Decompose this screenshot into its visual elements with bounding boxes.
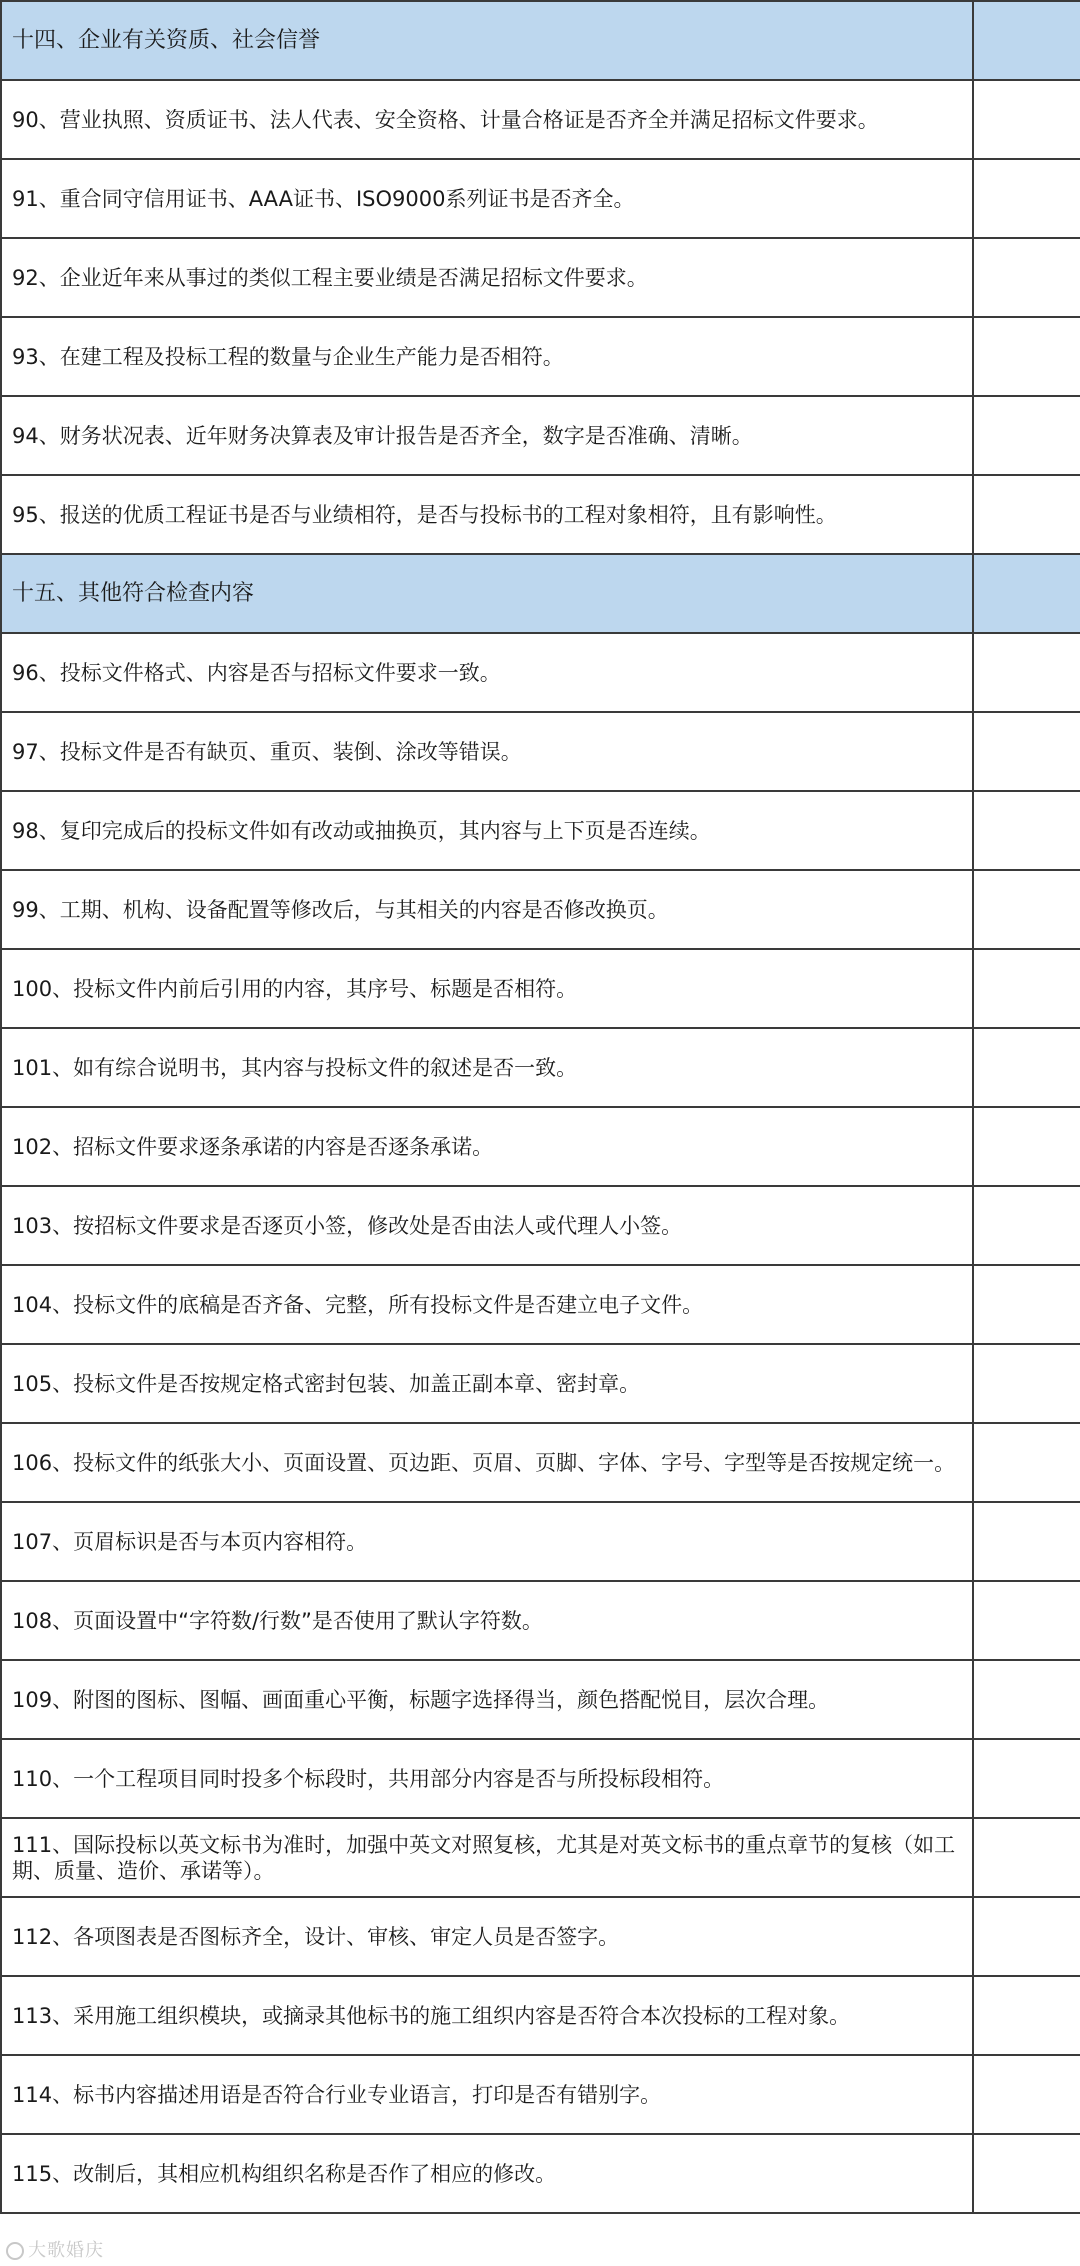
checklist-row (1, 475, 1080, 554)
checklist-check-cell (973, 949, 1080, 1028)
checklist-item-text: 93、在建工程及投标工程的数量与企业生产能力是否相符。 (1, 317, 973, 396)
checklist-item-text: 114、标书内容描述用语是否符合行业专业语言，打印是否有错别字。 (1, 2055, 973, 2134)
checklist-item-text: 100、投标文件内前后引用的内容，其序号、标题是否相符。 (1, 949, 973, 1028)
checklist-item-text: 109、附图的图标、图幅、画面重心平衡，标题字选择得当，颜色搭配悦目，层次合理。 (1, 1660, 973, 1739)
checklist-check-cell (973, 1739, 1080, 1818)
checklist-item-text: 99、工期、机构、设备配置等修改后，与其相关的内容是否修改换页。 (1, 870, 973, 949)
section-check-cell (973, 1, 1080, 80)
checklist-item-text: 108、页面设置中“字符数/行数”是否使用了默认字符数。 (1, 1581, 973, 1660)
checklist-check-cell (973, 396, 1080, 475)
checklist-item-text: 94、财务状况表、近年财务决算表及审计报告是否齐全，数字是否准确、清晰。 (1, 396, 973, 475)
checklist-check-cell (973, 1265, 1080, 1344)
checklist-item-text: 112、各项图表是否图标齐全，设计、审核、审定人员是否签字。 (1, 1897, 973, 1976)
checklist-item-text: 95、报送的优质工程证书是否与业绩相符，是否与投标书的工程对象相符，且有影响性。 (1, 475, 973, 554)
checklist-check-cell (973, 1581, 1080, 1660)
checklist-row (1, 1107, 1080, 1186)
checklist-check-cell (973, 1344, 1080, 1423)
checklist-row (1, 80, 1080, 159)
checklist-row (1, 712, 1080, 791)
checklist-row (1, 949, 1080, 1028)
checklist-row (1, 870, 1080, 949)
checklist-item-text: 103、按招标文件要求是否逐页小签，修改处是否由法人或代理人小签。 (1, 1186, 973, 1265)
checklist-check-cell (973, 1897, 1080, 1976)
checklist-item-text: 110、一个工程项目同时投多个标段时，共用部分内容是否与所投标段相符。 (1, 1739, 973, 1818)
checklist-check-cell (973, 1976, 1080, 2055)
checklist-check-cell (973, 159, 1080, 238)
section-title: 十四、企业有关资质、社会信誉 (1, 1, 973, 80)
watermark-text: 大歌婚庆 (28, 2240, 104, 2261)
checklist-row (1, 1186, 1080, 1265)
checklist-item-text: 104、投标文件的底稿是否齐备、完整，所有投标文件是否建立电子文件。 (1, 1265, 973, 1344)
checklist-check-cell (973, 1502, 1080, 1581)
checklist-row (1, 633, 1080, 712)
checklist-row (1, 2055, 1080, 2134)
checklist-row (1, 1581, 1080, 1660)
section-check-cell (973, 554, 1080, 633)
checklist-item-text: 98、复印完成后的投标文件如有改动或抽换页，其内容与上下页是否连续。 (1, 791, 973, 870)
checklist-check-cell (973, 2055, 1080, 2134)
checklist-row (1, 1818, 1080, 1897)
checklist-item-text: 105、投标文件是否按规定格式密封包装、加盖正副本章、密封章。 (1, 1344, 973, 1423)
checklist-check-cell (973, 1423, 1080, 1502)
checklist-row (1, 791, 1080, 870)
checklist-item-text: 106、投标文件的纸张大小、页面设置、页边距、页眉、页脚、字体、字号、字型等是否按规定统一。 (1, 1423, 973, 1502)
checklist-check-cell (973, 475, 1080, 554)
checklist-check-cell (973, 2134, 1080, 2213)
checklist-item-text: 96、投标文件格式、内容是否与招标文件要求一致。 (1, 633, 973, 712)
checklist-item-text: 111、国际投标以英文标书为准时，加强中英文对照复核，尤其是对英文标书的重点章节的复核（如工期、质量、造价、承诺等）。 (1, 1818, 973, 1897)
checklist-row (1, 159, 1080, 238)
checklist-row (1, 1028, 1080, 1107)
checklist-row (1, 1423, 1080, 1502)
checklist-row (1, 317, 1080, 396)
checklist-check-cell (973, 238, 1080, 317)
checklist-check-cell (973, 1186, 1080, 1265)
checklist-row (1, 396, 1080, 475)
checklist-item-text: 115、改制后，其相应机构组织名称是否作了相应的修改。 (1, 2134, 973, 2213)
checklist-row (1, 1897, 1080, 1976)
checklist-item-text: 101、如有综合说明书，其内容与投标文件的叙述是否一致。 (1, 1028, 973, 1107)
checklist-row (1, 1344, 1080, 1423)
checklist-row (1, 1265, 1080, 1344)
section-header-row (1, 1, 1080, 80)
watermark-logo-icon (6, 2242, 24, 2260)
checklist-item-text: 102、招标文件要求逐条承诺的内容是否逐条承诺。 (1, 1107, 973, 1186)
checklist-row (1, 238, 1080, 317)
checklist-item-text: 97、投标文件是否有缺页、重页、装倒、涂改等错误。 (1, 712, 973, 791)
checklist-check-cell (973, 870, 1080, 949)
checklist-check-cell (973, 1028, 1080, 1107)
checklist-check-cell (973, 791, 1080, 870)
checklist-body (1, 1, 1080, 2213)
checklist-item-text: 92、企业近年来从事过的类似工程主要业绩是否满足招标文件要求。 (1, 238, 973, 317)
checklist-check-cell (973, 1107, 1080, 1186)
checklist-check-cell (973, 80, 1080, 159)
checklist-row (1, 1502, 1080, 1581)
checklist-row (1, 1660, 1080, 1739)
checklist-check-cell (973, 712, 1080, 791)
checklist-item-text: 113、采用施工组织模块，或摘录其他标书的施工组织内容是否符合本次投标的工程对象。 (1, 1976, 973, 2055)
checklist-row (1, 1976, 1080, 2055)
checklist-item-text: 90、营业执照、资质证书、法人代表、安全资格、计量合格证是否齐全并满足招标文件要求。 (1, 80, 973, 159)
checklist-item-text: 91、重合同守信用证书、AAA证书、ISO9000系列证书是否齐全。 (1, 159, 973, 238)
section-header-row (1, 554, 1080, 633)
checklist-check-cell (973, 633, 1080, 712)
checklist-item-text: 107、页眉标识是否与本页内容相符。 (1, 1502, 973, 1581)
section-title: 十五、其他符合检查内容 (1, 554, 973, 633)
checklist-row (1, 2134, 1080, 2213)
watermark (6, 2236, 104, 2262)
checklist-row (1, 1739, 1080, 1818)
checklist-check-cell (973, 317, 1080, 396)
checklist-check-cell (973, 1660, 1080, 1739)
checklist-check-cell (973, 1818, 1080, 1897)
